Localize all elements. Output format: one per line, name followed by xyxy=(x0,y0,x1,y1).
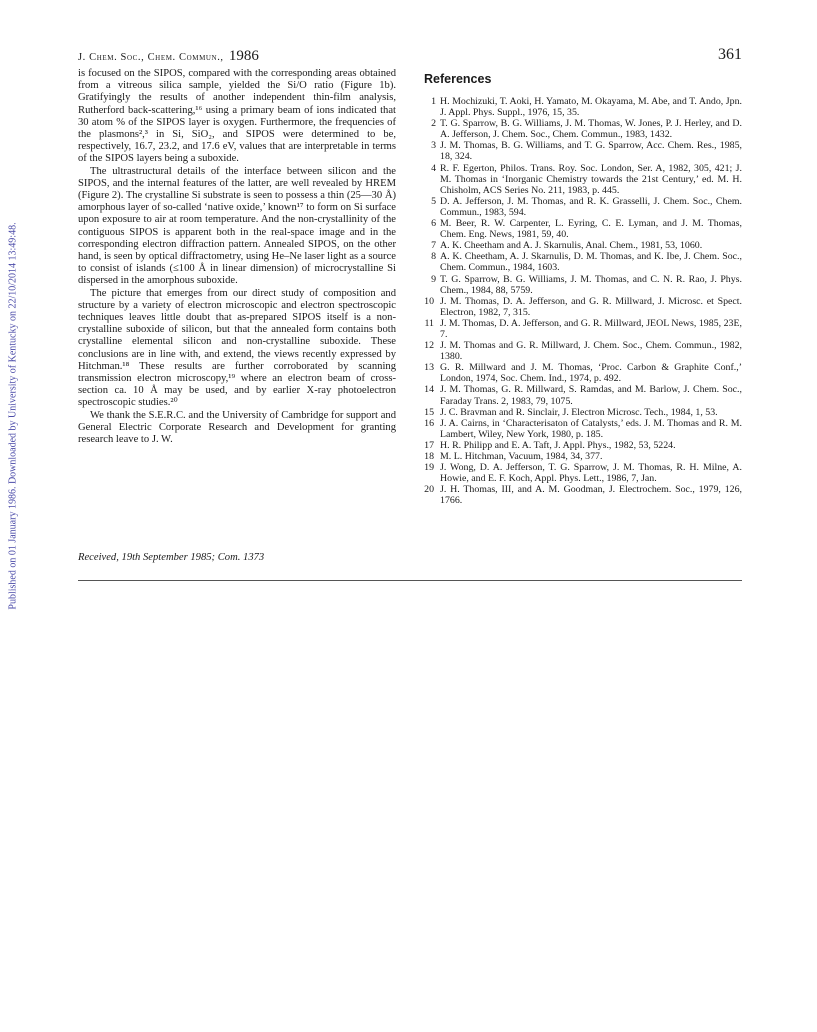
reference-number: 11 xyxy=(424,317,434,329)
reference-number: 18 xyxy=(424,451,434,462)
reference-text: A. K. Cheetham, A. J. Skarnulis, D. M. Thomas, and K. Ibe, J. Chem. Soc., Chem. Commun., 1984, 1603. xyxy=(440,251,742,274)
reference-number: 6 xyxy=(431,218,436,230)
reference-item xyxy=(424,240,742,251)
reference-text: H. Mochizuki, T. Aoki, H. Yamato, M. Okayama, M. Abe, and T. Ando, Jpn. J. Appl. Phys. Suppl., 1976, 15, 35. xyxy=(440,96,742,119)
reference-number: 10 xyxy=(424,295,434,307)
body-text-column xyxy=(78,68,396,446)
reference-item xyxy=(424,340,742,362)
page-number: 361 xyxy=(718,46,742,63)
reference-text: M. Beer, R. W. Carpenter, L. Eyring, C. E. Lyman, and J. M. Thomas, Chem. Eng. News, 1981, 59, 40. xyxy=(440,218,742,241)
reference-text: A. K. Cheetham and A. J. Skarnulis, Anal. Chem., 1981, 53, 1060. xyxy=(440,240,703,252)
reference-number: 12 xyxy=(424,340,434,352)
reference-item xyxy=(424,451,742,462)
reference-text: H. R. Philipp and E. A. Taft, J. Appl. Phys., 1982, 53, 5224. xyxy=(440,439,676,451)
footer-rule xyxy=(78,580,742,581)
reference-item xyxy=(424,418,742,440)
reference-item xyxy=(424,118,742,140)
reference-number: 16 xyxy=(424,417,434,429)
reference-item xyxy=(424,384,742,406)
acknowledgement-paragraph: We thank the S.E.R.C. and the University of Cambridge for support and General Electric Corporate Research and Development for granting research leave to J. W. xyxy=(78,409,396,446)
reference-text: J. H. Thomas, III, and A. M. Goodman, J. Electrochem. Soc., 1979, 126, 1766. xyxy=(440,484,742,507)
reference-item xyxy=(424,440,742,451)
reference-number: 15 xyxy=(424,406,434,418)
reference-number: 8 xyxy=(431,251,436,263)
reference-number: 20 xyxy=(424,484,434,496)
reference-text: J. M. Thomas, B. G. Williams, and T. G. Sparrow, Acc. Chem. Res., 1985, 18, 324. xyxy=(440,140,742,163)
reference-item xyxy=(424,462,742,484)
reference-text: J. C. Bravman and R. Sinclair, J. Electron Microsc. Tech., 1984, 1, 53. xyxy=(440,406,718,418)
received-line: Received, 19th September 1985; Com. 1373 xyxy=(78,552,265,563)
running-header xyxy=(78,48,259,65)
reference-number: 14 xyxy=(424,384,434,396)
download-stamp-text: Published on 01 January 1986. Downloaded by University of Kentucky on 22/10/2014 13:49:48. xyxy=(7,222,19,610)
reference-item xyxy=(424,163,742,196)
reference-item xyxy=(424,318,742,340)
reference-text: J. M. Thomas, D. A. Jefferson, and G. R. Millward, JEOL News, 1985, 23E, 7. xyxy=(440,317,742,340)
body-paragraph: The picture that emerges from our direct study of composition and structure by a variety of electron microscopic and electron spectroscopic techniques leaves little doubt that as-prepared SIPOS itself is a non-crystalline suboxide of silicon, but that the annealed form contains both crystalline elemental silicon and non-crystalline suboxide. These conclusions are in line with, and extend, the views recently expressed by Hitchman.¹⁸ These results are further corroborated by scanning transmission electron microscopy,¹⁹ where an electron beam of cross-section ca. 10 Å may be used, and by earlier X-ray photoelectron spectroscopic studies.²⁰ xyxy=(78,287,396,409)
reference-number: 17 xyxy=(424,439,434,451)
reference-text: M. L. Hitchman, Vacuum, 1984, 34, 377. xyxy=(440,451,603,462)
reference-list xyxy=(424,96,742,506)
reference-number: 19 xyxy=(424,462,434,474)
reference-text: D. A. Jefferson, J. M. Thomas, and R. K. Grasselli, J. Chem. Soc., Chem. Commun., 1983, 594. xyxy=(440,195,742,218)
reference-number: 9 xyxy=(431,273,436,285)
reference-number: 7 xyxy=(431,240,436,252)
reference-item xyxy=(424,274,742,296)
reference-item xyxy=(424,140,742,162)
reference-item xyxy=(424,296,742,318)
reference-text: J. M. Thomas, G. R. Millward, S. Ramdas, and M. Barlow, J. Chem. Soc., Faraday Trans. 2, 1983, 79, 1075. xyxy=(440,384,742,407)
reference-number: 13 xyxy=(424,362,434,374)
reference-number: 3 xyxy=(431,140,436,152)
reference-item xyxy=(424,484,742,506)
journal-name: J. Chem. Soc., Chem. Commun., xyxy=(78,52,224,63)
reference-text: R. F. Egerton, Philos. Trans. Roy. Soc. London, Ser. A, 1982, 305, 421; J. M. Thomas in ‘Inorganic Chemistry towards the 21st Century,’ ed. M. H. Chisholm, ACS Series No. 211, 1983, p. 445. xyxy=(440,162,742,196)
reference-text: T. G. Sparrow, B. G. Williams, J. M. Thomas, and C. N. R. Rao, J. Phys. Chem., 1984, 88, 5759. xyxy=(440,273,742,296)
reference-text: G. R. Millward and J. M. Thomas, ‘Proc. Carbon & Graphite Conf.,’ London, 1974, Soc. Chem. Ind., 1974, p. 492. xyxy=(440,362,742,385)
references-heading: References xyxy=(424,72,492,86)
download-stamp xyxy=(6,212,20,620)
reference-text: J. M. Thomas and G. R. Millward, J. Chem. Soc., Chem. Commun., 1982, 1380. xyxy=(440,340,742,363)
reference-item xyxy=(424,362,742,384)
reference-text: T. G. Sparrow, B. G. Williams, J. M. Thomas, W. Jones, P. J. Herley, and D. A. Jefferson, J. Chem. Soc., Chem. Commun., 1983, 1432. xyxy=(440,118,742,141)
reference-number: 4 xyxy=(431,162,436,174)
reference-text: J. M. Thomas, D. A. Jefferson, and G. R. Millward, J. Microsc. et Spect. Electron, 1982, 7, 315. xyxy=(440,295,742,318)
reference-item xyxy=(424,251,742,273)
body-paragraph: is focused on the SIPOS, compared with the corresponding areas obtained from a vitreous silica sample, yielded the Si/O ratio (Figure 1b). Gratifyingly the results of another independent thin-film analysis, Rutherford back-scattering,¹⁶ using a primary beam of ions indicated that 30 atom % of the SIPOS layer is oxygen. Furthermore, the frequencies of the plasmons²,³ in Si, SiO₂, and SIPOS were determined to be, respectively, 16.7, 23.2, and 17.6 eV, values that are interpretable in terms of the SIPOS layers being a suboxide. xyxy=(78,68,396,165)
journal-year: 1986 xyxy=(228,48,259,64)
reference-item xyxy=(424,407,742,418)
reference-item xyxy=(424,218,742,240)
reference-number: 5 xyxy=(431,195,436,207)
reference-item xyxy=(424,196,742,218)
reference-text: J. A. Cairns, in ‘Characterisaton of Catalysts,’ eds. J. M. Thomas and R. M. Lambert, Wiley, New York, 1980, p. 185. xyxy=(440,417,742,440)
reference-text: J. Wong, D. A. Jefferson, T. G. Sparrow, J. M. Thomas, R. H. Milne, A. Howie, and E. F. Koch, Appl. Phys. Lett., 1986, 7, Jan. xyxy=(440,462,742,485)
reference-item xyxy=(424,96,742,118)
reference-number: 2 xyxy=(431,118,436,130)
reference-number: 1 xyxy=(431,96,436,107)
body-paragraph: The ultrastructural details of the interface between silicon and the SIPOS, and the internal features of the latter, are well revealed by HREM (Figure 2). The crystalline Si substrate is seen to possess a thin (25—30 Å) amorphous layer of so-called ‘native oxide,’ known¹⁷ to form on Si surface upon exposure to air at room temperature. And the non-crystallinity of the contiguous SIPOS is apparent both in the real-space image and in the corresponding electron diffraction pattern. Annealed SIPOS, on the other hand, is seen by optical diffractometry, using He–Ne laser light as a source to consist of islands (≤100 Å in linear dimension) of microcrystalline Si dispersed in the amorphous suboxide. xyxy=(78,165,396,287)
